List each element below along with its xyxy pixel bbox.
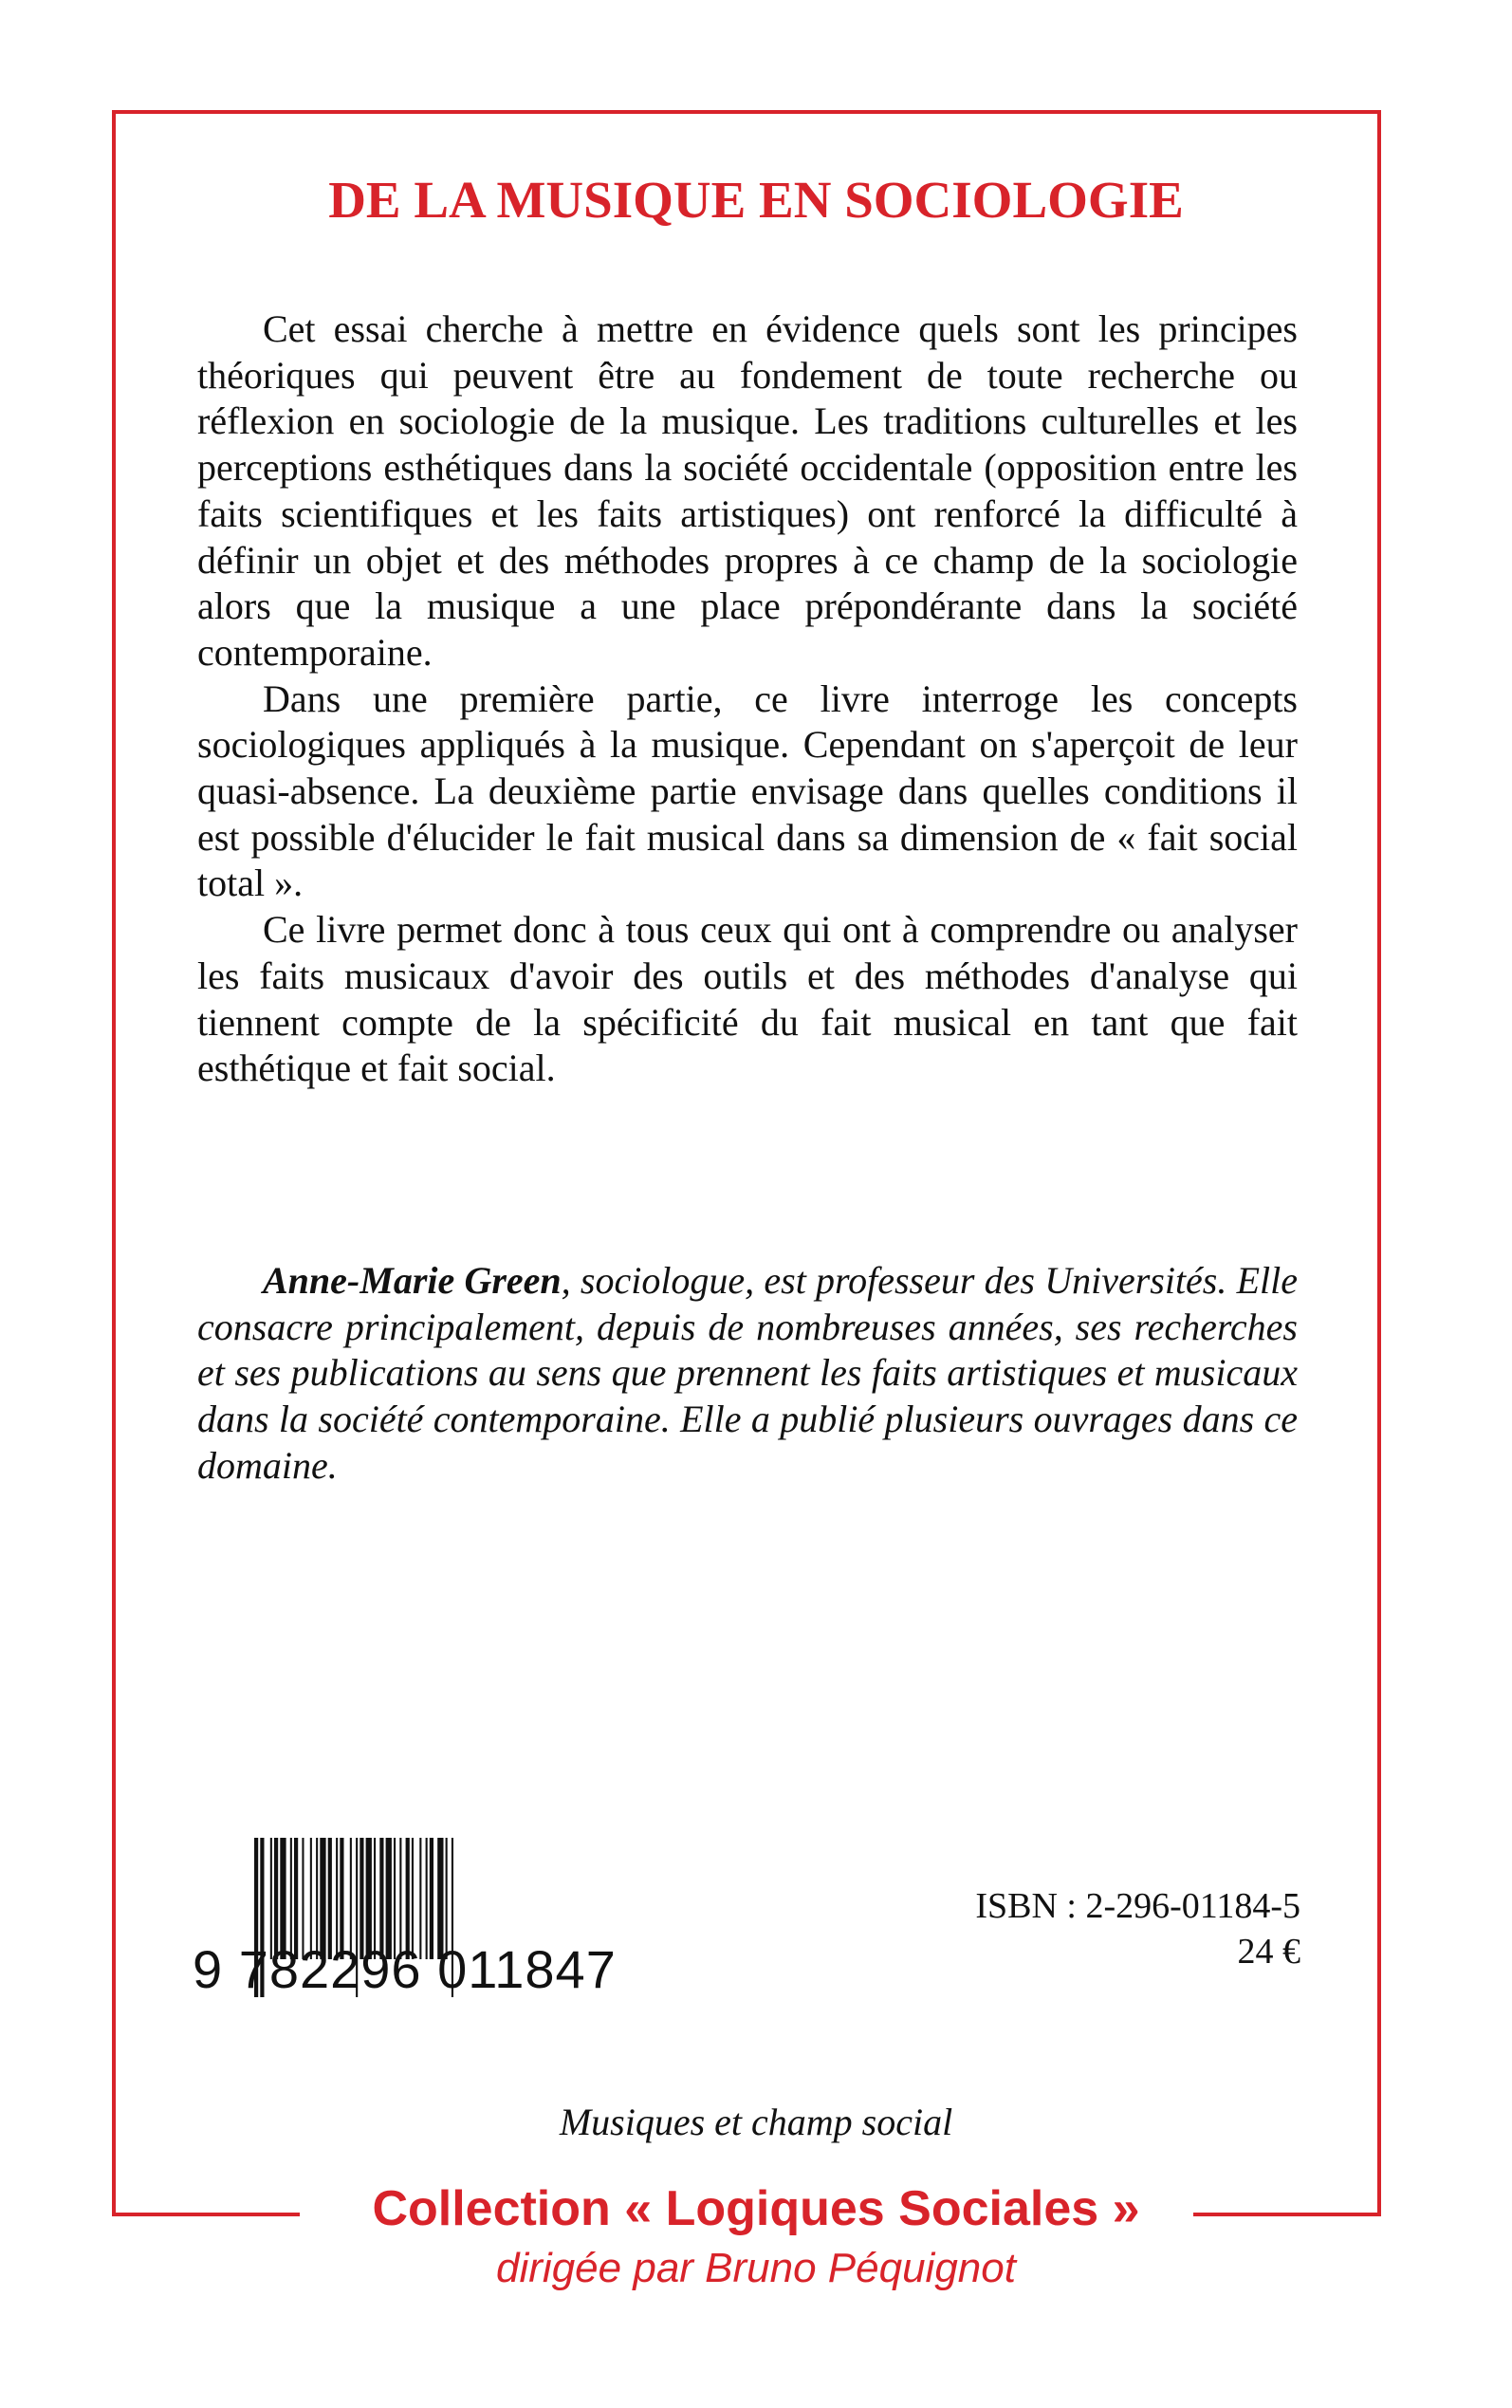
author-bio-text: , sociologue, est professeur des Universités. Elle consacre principalement, depuis de nombreuses années, ses recherches et ses publications au sens que prennent les faits artistiques et musicaux dans la société contemporaine. Elle a publié plusieurs ouvrages dans ce domaine.: [197, 1259, 1299, 1487]
collection-name: Collection « Logiques Sociales »: [372, 2181, 1140, 2236]
isbn-number: ISBN : 2-296-01184-5: [975, 1886, 1300, 1926]
barcode-digits: 9 782296 011847: [193, 1939, 617, 1999]
summary-text: [197, 306, 1298, 1092]
summary-paragraph-2: Dans une première partie, ce livre interroge les concepts sociologiques appliqués à la musique. Cependant on s'aperçoit de leur quasi-absence. La deuxième partie envisage dans quelles conditions il est possible d'élucider le fait musical dans sa dimension de « fait social total ».: [197, 676, 1298, 905]
book-title: DE LA MUSIQUE EN SOCIOLOGIE: [328, 171, 1184, 229]
summary-paragraph-3: Ce livre permet donc à tous ceux qui ont à comprendre ou analyser les faits musicaux d'avoir des outils et des méthodes d'analyse qui tiennent compte de la spécificité du fait musical en tant que fait esthétique et fait social.: [197, 908, 1298, 1090]
author-bio-paragraph: [197, 1258, 1298, 1490]
series-name: Musiques et champ social: [559, 2101, 953, 2143]
isbn-block: [975, 1883, 1300, 1974]
price: 24 €: [1237, 1932, 1300, 1972]
collection-director: dirigée par Bruno Péquignot: [496, 2245, 1016, 2291]
summary-paragraph-1: Cet essai cherche à mettre en évidence quels sont les principes théoriques qui peuvent être au fondement de toute recherche ou réflexion en sociologie de la musique. Les traditions culturelles et les perceptions esthétiques dans la société occidentale (opposition entre les faits scientifiques et les faits artistiques) ont renforcé la difficulté à définir un objet et des méthodes propres à ce champ de la sociologie alors que la musique a une place prépondérante dans la société contemporaine.: [197, 307, 1298, 674]
author-bio: [197, 1258, 1298, 1490]
author-name: Anne-Marie Green: [263, 1259, 562, 1302]
